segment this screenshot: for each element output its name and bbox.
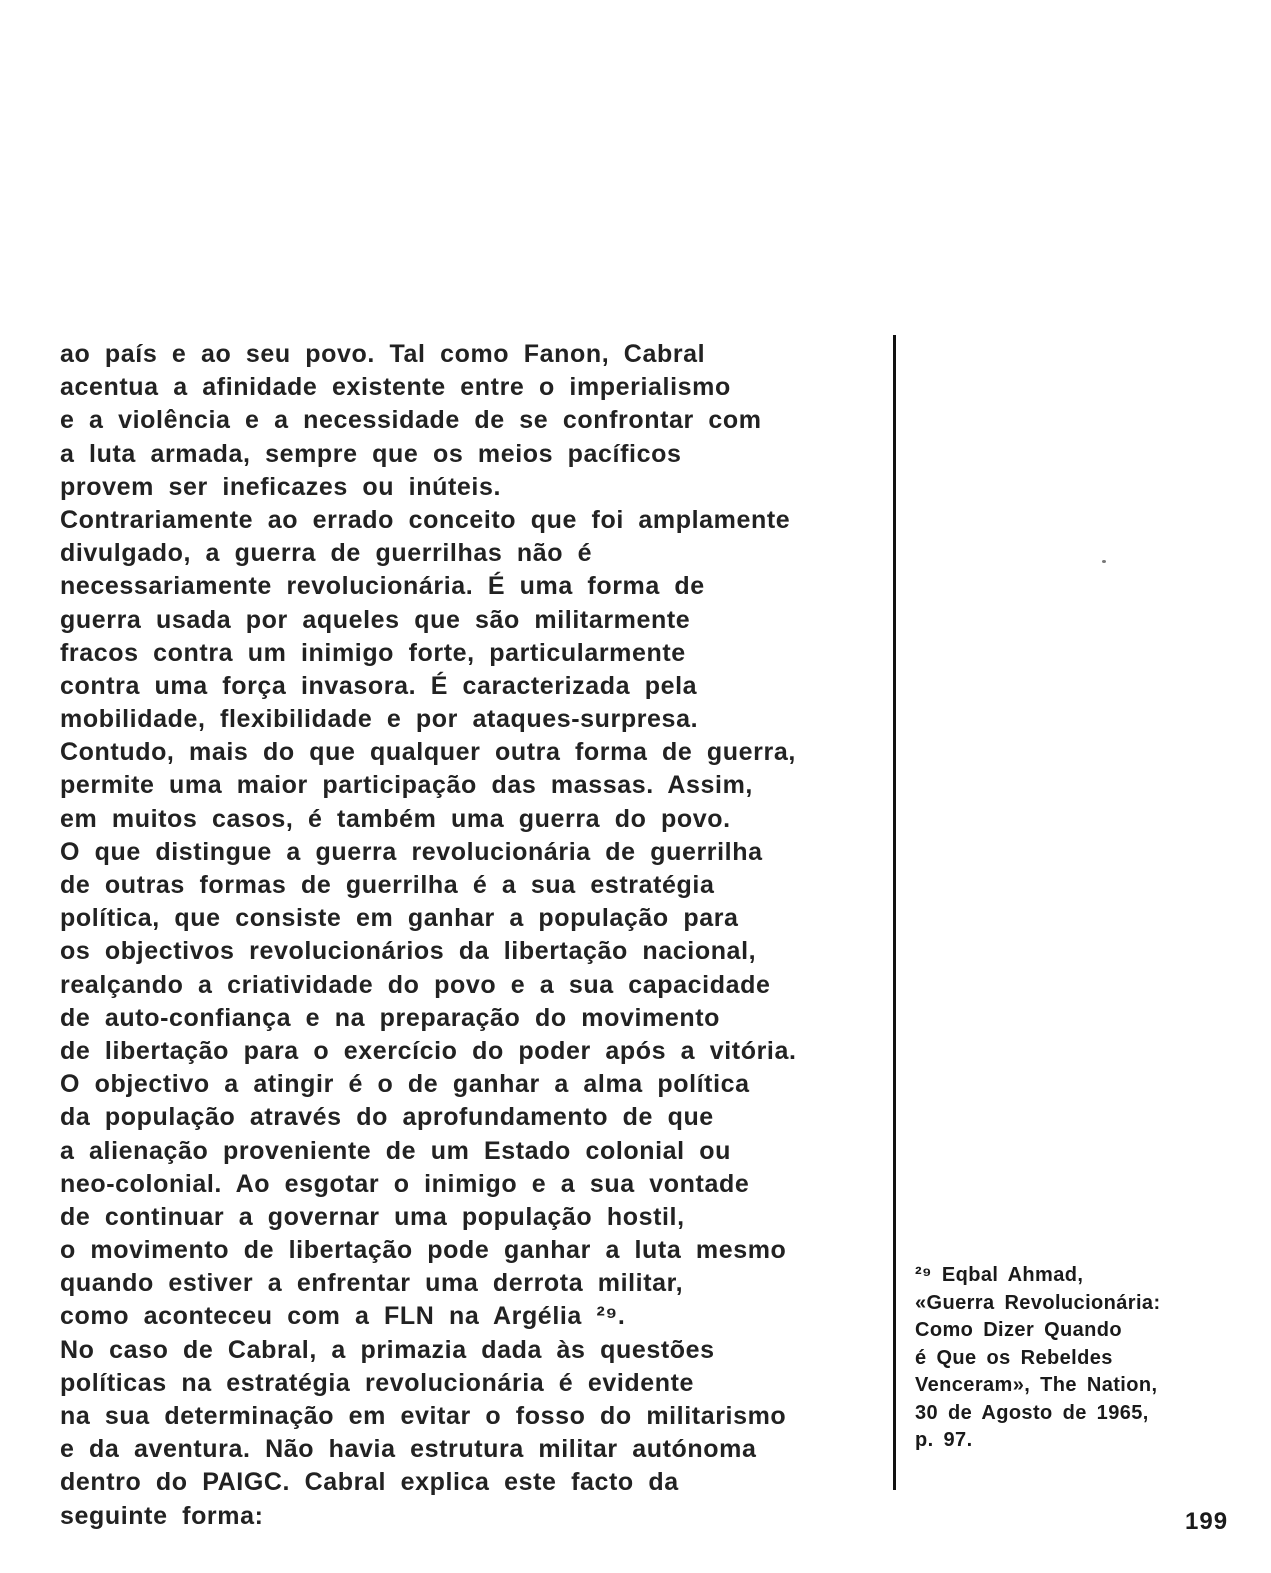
footnote-line: é Que os Rebeldes (915, 1346, 1113, 1369)
main-text-line: como aconteceu com a FLN na Argélia ²⁹. (60, 1302, 626, 1331)
main-text-line: fracos contra um inimigo forte, particularmente (60, 638, 686, 667)
main-text-line: No caso de Cabral, a primazia dada às questões (60, 1335, 715, 1364)
main-text-line: o movimento de libertação pode ganhar a luta mesmo (60, 1236, 787, 1265)
footnote-block (915, 1262, 1245, 1455)
main-text-line: realçando a criatividade do povo e a sua capacidade (60, 970, 771, 999)
main-text-line: e a violência e a necessidade de se confrontar com (60, 406, 762, 435)
main-text-line: os objectivos revolucionários da libertação nacional, (60, 937, 757, 966)
footnote-line: 30 de Agosto de 1965, (915, 1401, 1149, 1424)
main-text-line: de auto-confiança e na preparação do movimento (60, 1003, 721, 1032)
main-text-line: ao país e ao seu povo. Tal como Fanon, Cabral (60, 340, 706, 368)
footnote-line: p. 97. (915, 1429, 973, 1451)
main-text-line: O objectivo a atingir é o de ganhar a alma política (60, 1070, 750, 1099)
main-text-line: O que distingue a guerra revolucionária de guerrilha (60, 837, 763, 866)
main-text-line: permite uma maior participação das massas. Assim, (60, 771, 753, 800)
main-text-line: de continuar a governar uma população hostil, (60, 1202, 685, 1231)
main-text-line: da população através do aprofundamento de que (60, 1103, 714, 1132)
main-text-line: guerra usada por aqueles que são militarmente (60, 605, 691, 634)
footnote-line: Como Dizer Quando (915, 1319, 1123, 1341)
main-text-line: provem ser ineficazes ou inúteis. (60, 472, 501, 501)
main-text-line: seguinte forma: (60, 1501, 264, 1530)
main-text-line: a luta armada, sempre que os meios pacíficos (60, 439, 682, 468)
main-text-line: necessariamente revolucionária. É uma forma de (60, 572, 705, 601)
main-text-line: políticas na estratégia revolucionária é evidente (60, 1368, 695, 1397)
main-text-line: Contrariamente ao errado conceito que foi amplamente (60, 505, 791, 534)
main-text-line: mobilidade, flexibilidade e por ataques-surpresa. (60, 705, 699, 734)
main-text-line: de libertação para o exercício do poder após a vitória. (60, 1036, 797, 1065)
main-text-line: a alienação proveniente de um Estado colonial ou (60, 1136, 732, 1165)
main-text-line: divulgado, a guerra de guerrilhas não é (60, 539, 593, 568)
scan-speck (1102, 560, 1106, 563)
main-text-line: Contudo, mais do que qualquer outra forma de guerra, (60, 738, 796, 767)
main-text-line: dentro do PAIGC. Cabral explica este facto da (60, 1468, 679, 1497)
main-text-line: de outras formas de guerrilha é a sua estratégia (60, 871, 715, 899)
main-text-block (60, 338, 890, 1533)
main-text-line: contra uma força invasora. É caracterizada pela (60, 671, 698, 700)
main-text-line: quando estiver a enfrentar uma derrota militar, (60, 1269, 684, 1298)
column-divider-rule (893, 335, 896, 1490)
footnote-line: «Guerra Revolucionária: (915, 1291, 1161, 1314)
main-text-line: política, que consiste em ganhar a população para (60, 904, 739, 933)
main-text-line: na sua determinação em evitar o fosso do militarismo (60, 1402, 787, 1430)
main-text-line: e da aventura. Não havia estrutura militar autónoma (60, 1435, 757, 1464)
main-text-line: em muitos casos, é também uma guerra do povo. (60, 804, 731, 833)
footnote-line: Venceram», The Nation, (915, 1374, 1158, 1396)
main-text-line: neo-colonial. Ao esgotar o inimigo e a sua vontade (60, 1169, 750, 1198)
main-text-line: acentua a afinidade existente entre o imperialismo (60, 373, 731, 402)
page-number: 199 (1185, 1508, 1229, 1535)
footnote-line: ²⁹ Eqbal Ahmad, (915, 1264, 1084, 1286)
